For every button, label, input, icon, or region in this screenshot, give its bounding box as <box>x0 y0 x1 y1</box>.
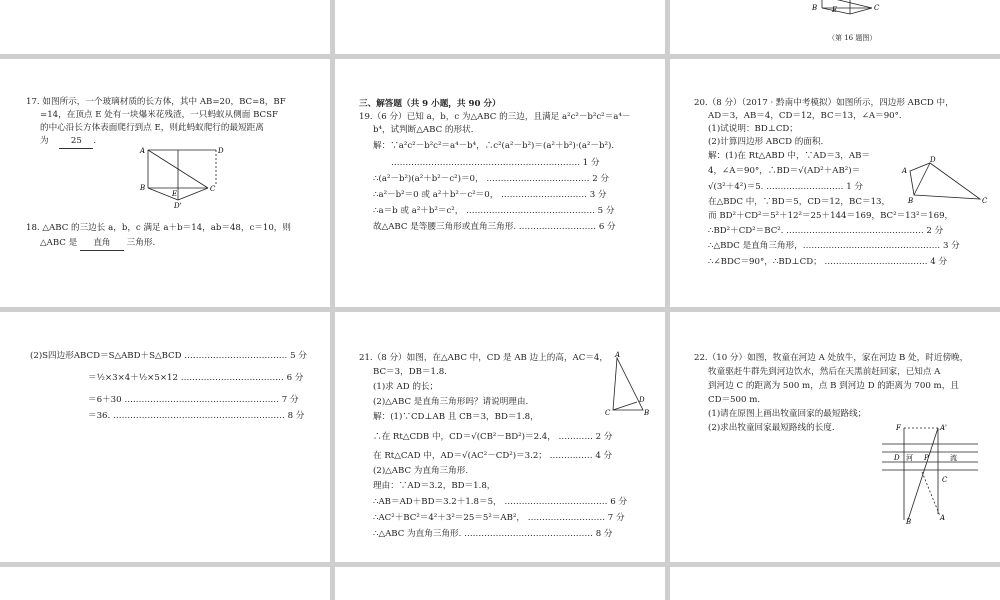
q20-line-7: √(3²＋4²)＝5. ……………………… 1 分 <box>708 182 863 192</box>
panel-q20 <box>670 59 1000 307</box>
q16-label-b: B <box>812 4 818 12</box>
q21-line-12: ∴△ABC 为直角三角形. ……………………………………… 8 分 <box>373 529 613 539</box>
q22-label-b: B <box>906 518 912 526</box>
q22-label-c: C <box>942 476 948 484</box>
q16-label-c: C <box>874 4 880 12</box>
q21-line-11: ∴AC²＋BC²＝4²＋3²＝25＝5²＝AB²， ……………………… 7 分 <box>373 513 625 523</box>
panel-bottom-left <box>0 567 330 600</box>
q20-line-10: ∴BD²＋CD²＝BC². ………………………………………… 2 分 <box>708 226 944 236</box>
q21-line-7: 在 Rt△CAD 中，AD＝√(AC²－CD²)＝3.2； …………… 4 分 <box>373 451 613 461</box>
q20-line-11: ∴△BDC 是直角三角形，………………………………………… 3 分 <box>708 241 960 251</box>
q20-line-1: 20.（8 分）（2017 · 黔南中考模拟）如图所示，四边形 ABCD 中， <box>694 98 954 108</box>
q19-line-7: ∴a＝b 或 a²＋b²＝c²， ……………………………………… 5 分 <box>373 206 615 216</box>
q20-line-2: AD＝3，AB＝4，CD＝12，BC＝13，∠A＝90°. <box>708 111 902 121</box>
q17-answer: 25 <box>59 135 93 149</box>
q17-label-dp: D' <box>174 202 182 210</box>
panel-q19 <box>335 59 665 307</box>
q20b-line-2: ＝½×3×4＋½×5×12 ……………………………… 6 分 <box>88 373 304 383</box>
q16-caption: （第 16 题图） <box>828 34 877 42</box>
q19-line-5: ∴(a²－b²)(a²＋b²－c²)＝0， ……………………………… 2 分 <box>373 174 609 184</box>
q17-line-3: 的中心沿长方体表面爬行到点 E，则此蚂蚁爬行的最短距离 <box>40 123 264 133</box>
q20-line-6: 4，∠A＝90°，∴BD＝√(AD²＋AB²)＝ <box>708 166 861 176</box>
q17-figure <box>138 146 228 210</box>
q20-line-9: 而 BD²＋CD²＝5²＋12²＝25＋144＝169，BC²＝13²＝169， <box>708 211 954 221</box>
q17-label-c: C <box>210 185 216 193</box>
q21-label-b: B <box>644 409 650 417</box>
q17-line-4: 为 25 . <box>40 135 96 149</box>
q16-label-e: E <box>832 6 838 14</box>
panel-q22 <box>670 312 1000 562</box>
q18-line-1: 18. △ABC 的三边长 a，b，c 满足 a＋b＝14，ab＝48，c＝10，则 <box>26 223 291 233</box>
q22-label-a: A <box>940 514 946 522</box>
q21-label-d: D <box>639 396 645 404</box>
q22-label-f: F <box>896 424 901 432</box>
q18-answer: 直角 <box>80 237 124 251</box>
q19-line-1: 19.（6 分）已知 a，b，c 为△ABC 的三边，且满足 a²c²－b²c²＝a⁴－ <box>359 112 631 122</box>
q22-line-4: CD＝500 m. <box>708 395 761 405</box>
q21-line-4: (2)△ABC 是直角三角形吗？请说明理由. <box>373 397 529 407</box>
q20-line-3: (1)试说明：BD⊥CD； <box>708 124 798 134</box>
q21-line-9: 理由：∵AD＝3.2，BD＝1.8， <box>373 481 496 491</box>
q19-line-4: ………………………………………………………… 1 分 <box>391 158 600 168</box>
q19-line-2: b⁴，试判断△ABC 的形状. <box>373 125 474 135</box>
panel-q21 <box>335 312 665 562</box>
q19-line-3: 解：∵a²c²－b²c²＝a⁴－b⁴，∴c²(a²－b²)＝(a²＋b²)·(a²－b²). <box>373 141 615 151</box>
q20-label-a: A <box>902 167 908 175</box>
q22-figure <box>880 424 980 528</box>
q20-line-12: ∴∠BDC＝90°，∴BD⊥CD； ……………………………… 4 分 <box>708 257 948 267</box>
q17-line-2: =14，在顶点 E 处有一块爆米花残渣，一只蚂蚁从侧面 BCSF <box>40 110 278 120</box>
q17-label-a: A <box>140 147 146 155</box>
q21-label-a: A <box>615 351 621 359</box>
q22-label-p: P <box>924 454 929 462</box>
q17-label-b: B <box>140 184 146 192</box>
q22-line-3: 到河边 C 的距离为 500 m，点 B 到河边 D 的距离为 700 m，且 <box>708 381 959 391</box>
q21-label-c: C <box>605 409 611 417</box>
panel-top-middle <box>335 0 665 54</box>
q18-line-2 <box>40 237 155 251</box>
q22-line-5: (1)请在原图上画出牧童回家的最短路线； <box>708 409 867 419</box>
q22-label-ap: A' <box>940 424 947 432</box>
panel-bottom-right <box>670 567 1000 600</box>
q19-line-8: 故△ABC 是等腰三角形或直角三角形. ……………………… 6 分 <box>373 222 616 232</box>
q20b-line-4: ＝36. …………………………………………………… 8 分 <box>88 411 305 421</box>
q20b-line-1: (2)S四边形ABCD＝S△ABD＋S△BCD ……………………………… 5 分 <box>30 351 307 361</box>
q21-line-1: 21.（8 分）如图，在△ABC 中，CD 是 AB 边上的高，AC＝4， <box>359 353 608 363</box>
q21-line-3: (1)求 AD 的长； <box>373 382 439 392</box>
q21-figure <box>603 352 653 422</box>
q21-line-5: 解：(1)∵CD⊥AB 且 CB＝3，BD＝1.8， <box>373 412 539 422</box>
panel-q16-figure <box>670 0 1000 54</box>
q20-label-b: B <box>908 197 914 205</box>
q20-line-8: 在△BDC 中，∵BD＝5，CD＝12，BC＝13， <box>708 197 891 207</box>
q21-line-10: ∴AB＝AD＋BD＝3.2＋1.8＝5， ……………………………… 6 分 <box>373 497 628 507</box>
q22-label-d: D <box>894 454 900 462</box>
q22-label-river1: 河 <box>906 454 913 462</box>
panel-q17-q18 <box>0 59 330 307</box>
q18-pre: △ABC 是 <box>40 238 78 248</box>
q22-label-river2: 流 <box>950 454 957 462</box>
q20-label-d: D <box>930 156 936 164</box>
q17-label-d: D <box>218 147 224 155</box>
q21-line-8: (2)△ABC 为直角三角形. <box>373 466 469 476</box>
q22-line-2: 牧童驱赶牛群先到河边饮水，然后在天黑前赶回家，已知点 A <box>708 367 941 377</box>
q20-line-4: (2)计算四边形 ABCD 的面积. <box>708 137 824 147</box>
panel-q20-part2 <box>0 312 330 562</box>
q16-figure <box>810 0 890 20</box>
q22-line-6: (2)求出牧童回家最短路线的长度. <box>708 423 835 433</box>
q17-label-e: E <box>172 190 178 198</box>
section-3-heading: 三、解答题（共 9 小题，共 90 分） <box>359 99 501 109</box>
panel-top-left <box>0 0 330 54</box>
q17-line-1: 17. 如图所示，一个玻璃材质的长方体，其中 AB=20，BC=8，BF <box>26 97 286 107</box>
q21-line-6: ∴在 Rt△CDB 中，CD＝√(CB²－BD²)＝2.4， ………… 2 分 <box>373 432 613 442</box>
q19-line-6: ∴a²－b²＝0 或 a²＋b²－c²＝0， ………………………… 3 分 <box>373 190 607 200</box>
q20b-line-3: ＝6＋30 ……………………………………………… 7 分 <box>88 395 299 405</box>
q20-figure <box>902 155 992 209</box>
q20-label-c: C <box>982 197 988 205</box>
q22-line-1: 22.（10 分）如图，牧童在河边 A 处放牛，家在河边 B 处，时近傍晚， <box>694 353 969 363</box>
panel-bottom-middle <box>335 567 665 600</box>
q18-post: 三角形. <box>126 238 156 248</box>
q17-line-4-prefix: 为 <box>40 136 49 146</box>
q20-line-5: 解：(1)在 Rt△ABD 中，∵AD＝3，AB＝ <box>708 151 871 161</box>
q21-line-2: BC＝3，DB＝1.8. <box>373 367 447 377</box>
